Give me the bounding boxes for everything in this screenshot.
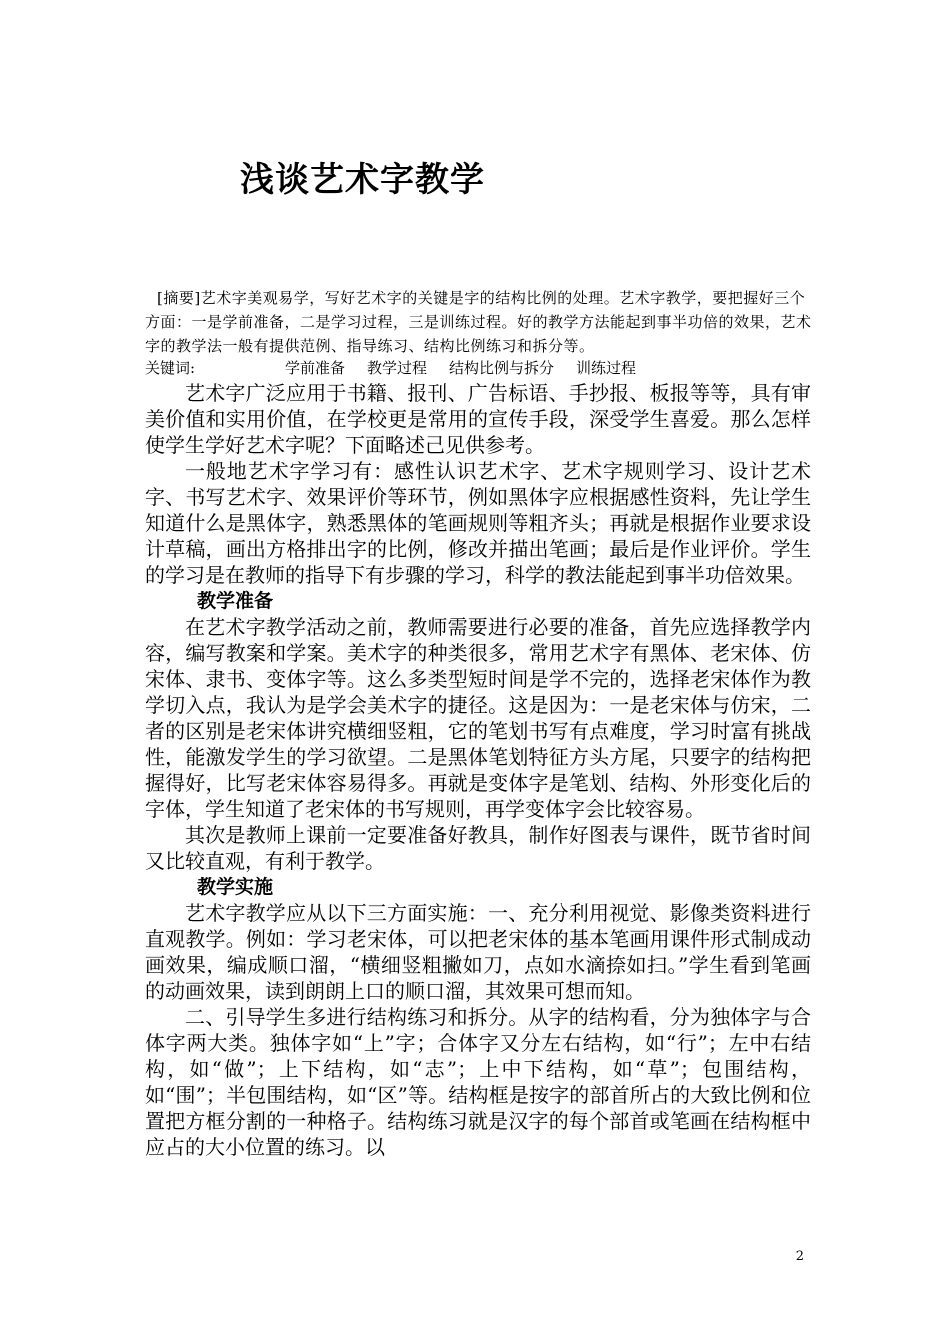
body-text	[145, 380, 811, 1160]
section-heading: 教学准备	[197, 590, 274, 612]
keyword-item: 学前准备	[285, 359, 346, 377]
abstract: [摘要]艺术字美观易学，写好艺术字的关键是字的结构比例的处理。艺术字教学，要把握好三个方面：一是学前准备，二是学习过程，三是训练过程。好的教学方法能起到事半功倍的效果，艺术字的教学法一般有提供范例、指导练习、结构比例练习和拆分等。	[145, 289, 812, 355]
keywords-line	[145, 358, 815, 378]
keyword-item: 教学过程	[367, 359, 428, 377]
document-title: 浅谈艺术字教学	[240, 160, 485, 200]
paragraph: 二、引导学生多进行结构练习和拆分。从字的结构看，分为独体字与合体字两大类。独体字如“上”字；合体字又分左右结构，如“行”；左中右结构，如“做”；上下结构，如“志”；上中下结构，如“草”；包围结构，如“围”；半包围结构，如“区”等。结构框是按字的部首所占的大致比例和位置把方框分割的一种格子。结构练习就是汉字的每个部首或笔画在结构框中应占的大小位置的练习。以	[145, 1005, 811, 1159]
paragraph: 一般地艺术字学习有：感性认识艺术字、艺术字规则学习、设计艺术字、书写艺术字、效果评价等环节，例如黑体字应根据感性资料，先让学生知道什么是黑体字，熟悉黑体的笔画规则等粗齐头；再就是根据作业要求设计草稿，画出方格排出字的比例，修改并描出笔画；最后是作业评价。学生的学习是在教师的指导下有步骤的学习，科学的教法能起到事半功倍效果。	[145, 459, 811, 587]
paragraph: 艺术字广泛应用于书籍、报刊、广告标语、手抄报、板报等等，具有审美价值和实用价值，在学校更是常用的宣传手段，深受学生喜爱。那么怎样使学生学好艺术字呢？下面略述己见供参考。	[145, 381, 811, 457]
keyword-item: 结构比例与拆分	[449, 359, 555, 377]
keywords-label: 关键词:	[145, 359, 196, 377]
paragraph: 其次是教师上课前一定要准备好教具，制作好图表与课件，既节省时间又比较直观，有利于教学。	[145, 823, 811, 873]
page-number: 2	[795, 1249, 804, 1264]
paragraph: 在艺术字教学活动之前，教师需要进行必要的准备，首先应选择教学内容，编写教案和学案。美术字的种类很多，常用艺术字有黑体、老宋体、仿宋体、隶书、变体字等。这么多类型短时间是学不完的，选择老宋体作为教学切入点，我认为是学会美术字的捷径。这是因为：一是老宋体与仿宋，二者的区别是老宋体讲究横细竖粗，它的笔划书写有点难度，学习时富有挑战性，能激发学生的学习欲望。二是黑体笔划特征方头方尾，只要字的结构把握得好，比写老宋体容易得多。再就是变体字是笔划、结构、外形变化后的字体，学生知道了老宋体的书写规则，再学变体字会比较容易。	[145, 615, 811, 821]
paragraph: 艺术字教学应从以下三方面实施：一、充分利用视觉、影像类资料进行直观教学。例如：学习老宋体，可以把老宋体的基本笔画用课件形式制成动画效果，编成顺口溜，“横细竖粗撇如刀，点如水滴捺如扫。”学生看到笔画的动画效果，读到朗朗上口的顺口溜，其效果可想而知。	[145, 901, 811, 1003]
keyword-item: 训练过程	[576, 359, 637, 377]
section-heading: 教学实施	[197, 876, 274, 898]
